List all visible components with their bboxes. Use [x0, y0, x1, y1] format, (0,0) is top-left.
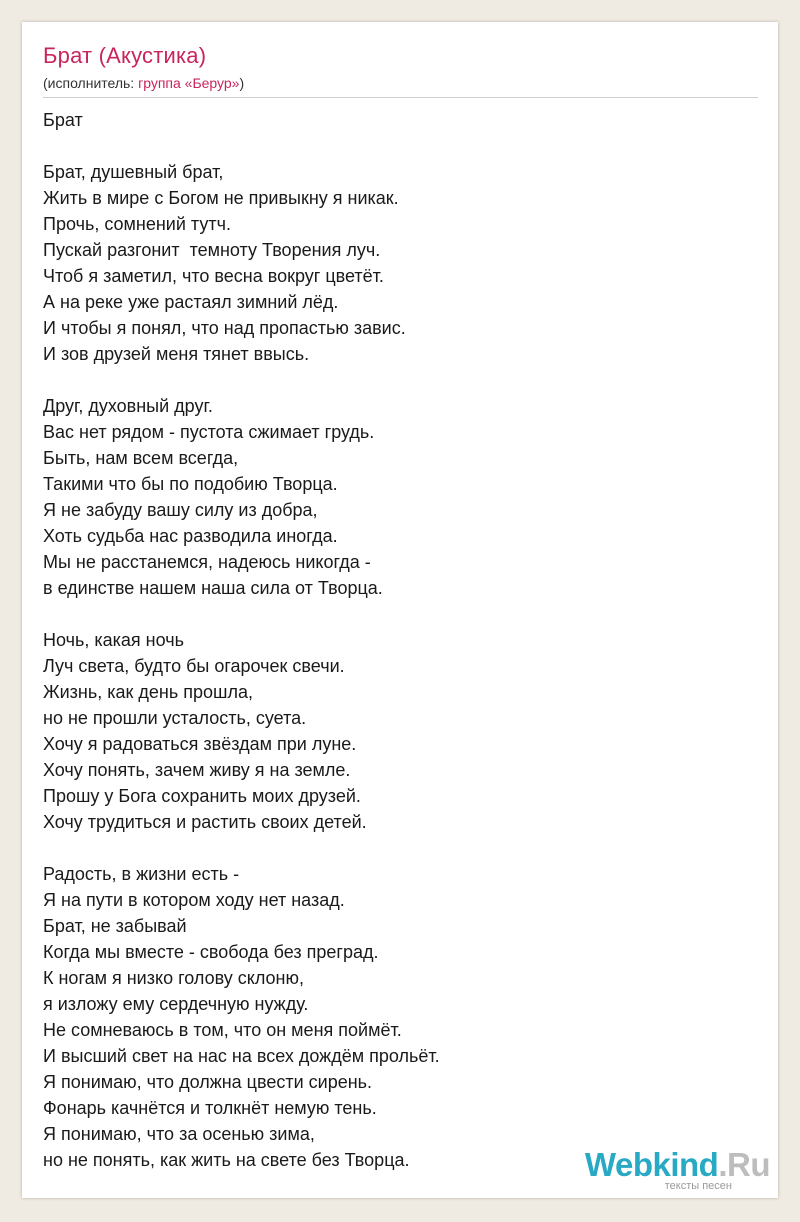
site-logo[interactable]	[585, 1148, 770, 1192]
lyric-line: Жить в мире с Богом не привыкну я никак.	[43, 188, 399, 208]
artist-line	[43, 74, 244, 92]
lyric-line: Мы не расстанемся, надеюсь никогда -	[43, 552, 371, 572]
lyric-line: я изложу ему сердечную нужду.	[43, 994, 309, 1014]
lyric-line: Хочу понять, зачем живу я на земле.	[43, 760, 351, 780]
lyric-line: в единстве нашем наша сила от Творца.	[43, 578, 383, 598]
artist-suffix: )	[239, 75, 245, 91]
lyric-line: Вас нет рядом - пустота сжимает грудь.	[43, 422, 375, 442]
lyric-line: Радость, в жизни есть -	[43, 864, 240, 884]
lyric-line: Ночь, какая ночь	[43, 630, 184, 650]
lyric-line: Хочу трудиться и растить своих детей.	[43, 812, 367, 832]
lyric-line: Хочу я радоваться звёздам при луне.	[43, 734, 357, 754]
artist-prefix: (исполнитель:	[43, 75, 139, 91]
lyric-line: Я понимаю, что за осенью зима,	[43, 1124, 315, 1144]
lyric-line: Быть, нам всем всегда,	[43, 448, 239, 468]
song-title: Брат (Акустика)	[43, 43, 207, 68]
lyric-line: Фонарь качнётся и толкнёт немую тень.	[43, 1098, 377, 1118]
logo-wordmark	[585, 1148, 770, 1182]
lyric-line: Прошу у Бога сохранить моих друзей.	[43, 786, 361, 806]
lyric-line: Луч света, будто бы огарочек свечи.	[43, 656, 345, 676]
lyric-line: К ногам я низко голову склоню,	[43, 968, 304, 988]
lyric-line: Я на пути в котором ходу нет назад.	[43, 890, 345, 910]
lyric-line: И высший свет на нас на всех дождём прольёт.	[43, 1046, 440, 1066]
lyric-line: И зов друзей меня тянет ввысь.	[43, 344, 310, 364]
lyric-line: Я понимаю, что должна цвести сирень.	[43, 1072, 373, 1092]
lyrics-page	[22, 22, 778, 1198]
logo-name: Webkind	[584, 1146, 719, 1183]
lyric-line: А на реке уже растаял зимний лёд.	[43, 292, 339, 312]
lyric-line: Брат, душевный брат,	[43, 162, 224, 182]
lyric-line	[43, 367, 758, 393]
lyric-line: Когда мы вместе - свобода без преград.	[43, 942, 379, 962]
lyric-line	[43, 835, 758, 861]
lyric-line: Пускай разгонит темноту Творения луч.	[43, 240, 381, 260]
lyric-line: Хоть судьба нас разводила иногда.	[43, 526, 338, 546]
lyric-line: но не понять, как жить на свете без Творца.	[43, 1150, 410, 1170]
lyric-line: Жизнь, как день прошла,	[43, 682, 253, 702]
lyric-line: Друг, духовный друг.	[43, 396, 213, 416]
lyric-line	[43, 133, 758, 159]
lyric-line: но не прошли усталость, суета.	[43, 708, 307, 728]
lyric-line: Брат	[43, 110, 83, 130]
lyric-line: Брат, не забывай	[43, 916, 187, 936]
lyric-line	[43, 601, 758, 627]
artist-link[interactable]: группа «Берур»	[138, 75, 240, 91]
logo-tagline: тексты песен	[664, 1180, 732, 1192]
lyric-line: И чтобы я понял, что над пропастью завис.	[43, 318, 406, 338]
logo-tld: .Ru	[718, 1146, 770, 1183]
lyric-line: Чтоб я заметил, что весна вокруг цветёт.	[43, 266, 384, 286]
lyric-line: Я не забуду вашу силу из добра,	[43, 500, 318, 520]
lyric-line: Такими что бы по подобию Творца.	[43, 474, 338, 494]
lyric-line: Не сомневаюсь в том, что он меня поймёт.	[43, 1020, 402, 1040]
lyric-line: Прочь, сомнений тутч.	[43, 214, 231, 234]
header-divider	[43, 97, 758, 98]
lyrics-text	[43, 107, 758, 1173]
